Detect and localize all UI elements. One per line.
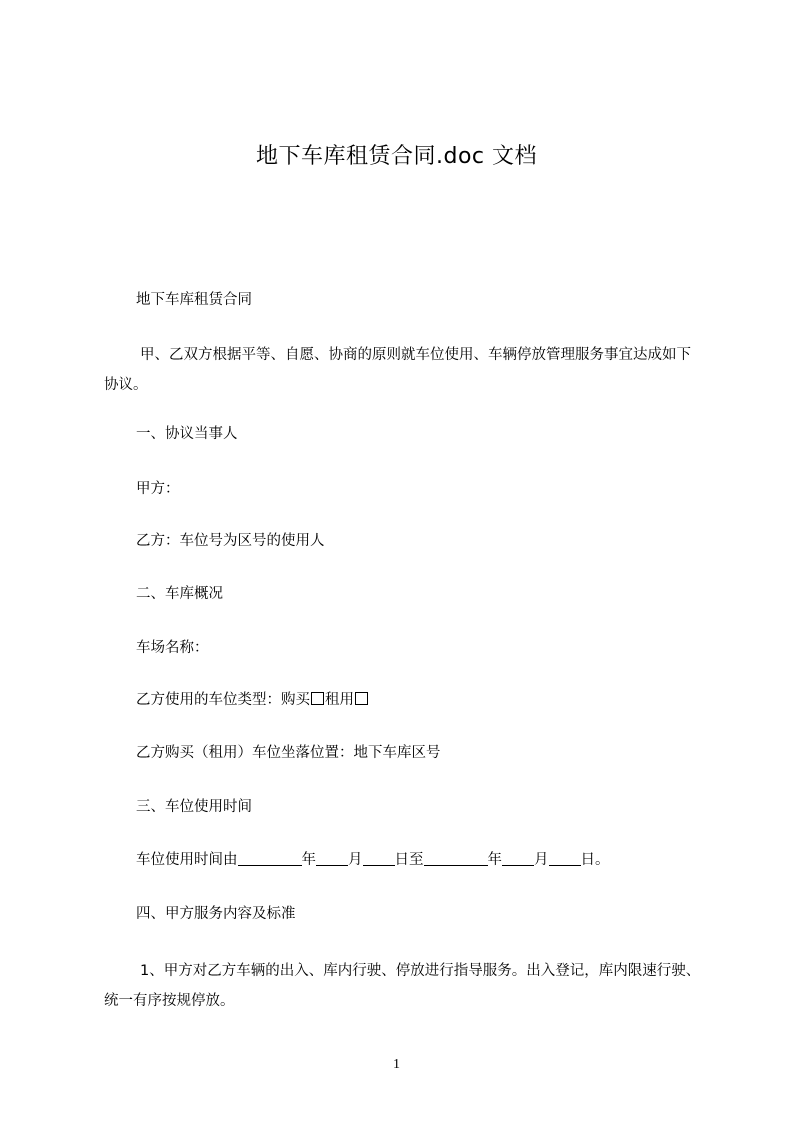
clause-1-paragraph: 1、甲方对乙方车辆的出入、库内行驶、停放进行指导服务。出入登记，库内限速行驶、统一有序按规停放。	[104, 963, 701, 1009]
document-title: 地下车库租赁合同.doc 文档	[255, 144, 537, 169]
spot-type-line	[136, 690, 369, 710]
start-day-to: 日至	[394, 852, 424, 868]
usage-time-prefix: 车位使用时间由	[136, 852, 238, 868]
page-number: 1	[393, 1057, 400, 1072]
end-day-unit: 日。	[580, 852, 610, 868]
section-2-heading: 二、车库概况	[136, 586, 223, 602]
start-month-blank	[316, 851, 348, 866]
section-1-heading: 一、协议当事人	[136, 426, 238, 442]
contract-subtitle: 地下车库租赁合同	[136, 292, 252, 308]
start-year-unit: 年	[301, 852, 316, 868]
intro-paragraph: 甲、乙双方根据平等、自愿、协商的原则就车位使用、车辆停放管理服务事宜达成如下协议。	[104, 347, 691, 393]
end-month-blank	[502, 851, 534, 866]
end-month-unit: 月	[534, 852, 549, 868]
start-day-blank	[363, 851, 395, 866]
end-year-blank	[424, 851, 488, 866]
party-b-line: 乙方：车位号为区号的使用人	[136, 533, 325, 549]
section-3-heading: 三、车位使用时间	[136, 799, 252, 815]
spot-location-line: 乙方购买（租用）车位坐落位置：地下车库区号	[136, 745, 441, 761]
rent-checkbox	[355, 692, 368, 705]
end-year-unit: 年	[487, 852, 502, 868]
party-a-line: 甲方：	[136, 481, 180, 497]
usage-time-line	[136, 850, 610, 870]
purchase-checkbox	[311, 692, 324, 705]
end-day-blank	[549, 851, 581, 866]
start-year-blank	[238, 851, 302, 866]
spot-type-label: 乙方使用的车位类型：购买	[136, 692, 310, 708]
spot-type-option-rent: 租用	[325, 692, 354, 708]
section-4-heading: 四、甲方服务内容及标准	[136, 906, 296, 922]
start-month-unit: 月	[348, 852, 363, 868]
lot-name-line: 车场名称：	[136, 640, 209, 656]
